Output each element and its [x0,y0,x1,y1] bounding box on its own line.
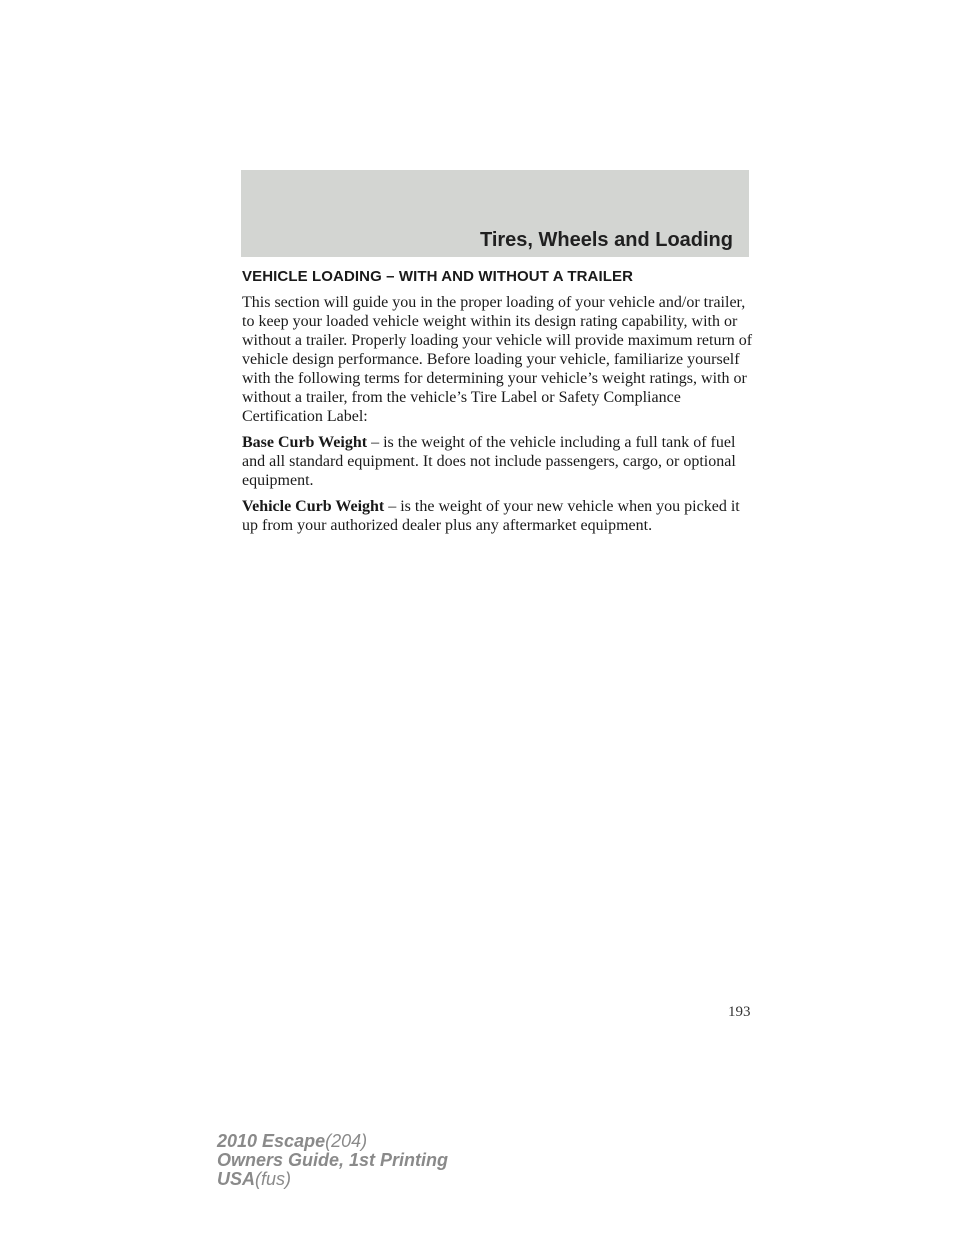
page-content [242,268,757,542]
footer-region: USA [217,1169,256,1189]
print-footer [217,1132,448,1189]
intro-paragraph: This section will guide you in the proper loading of your vehicle and/or trailer, to keep your loaded vehicle weight within its design rating capability, with or without a trailer. Properly loading your vehicle will provide maximum return of vehicle design performance. Before loading your vehicle, familiarize yourself with the following terms for determining your vehicle’s weight ratings, with or without a trailer, from the vehicle’s Tire Label or Safety Compliance Certification Label: [242,294,753,425]
definition-text: – is the weight of your new vehicle when you picked it up from your authorized dealer plus any aftermarket equipment. [242,498,740,534]
definition-base-curb-weight [242,433,757,490]
definition-text: – is the weight of the vehicle including a full tank of fuel and all standard equipment. It does not include passengers, cargo, or optional equipment. [242,434,736,489]
section-header-title: Tires, Wheels and Loading [479,229,733,251]
footer-model-code: (204) [325,1131,368,1151]
definition-term: Vehicle Curb Weight [242,498,385,515]
footer-model: 2010 Escape [217,1131,326,1151]
definition-vehicle-curb-weight [242,497,757,535]
footer-edition: Owners Guide, 1st Printing [217,1150,449,1170]
section-heading: VEHICLE LOADING – WITH AND WITHOUT A TRAILER [242,268,634,285]
section-header-band [241,170,749,257]
definition-term: Base Curb Weight [242,434,368,451]
page-number: 193 [728,1004,751,1020]
footer-region-code: (fus) [255,1169,292,1189]
